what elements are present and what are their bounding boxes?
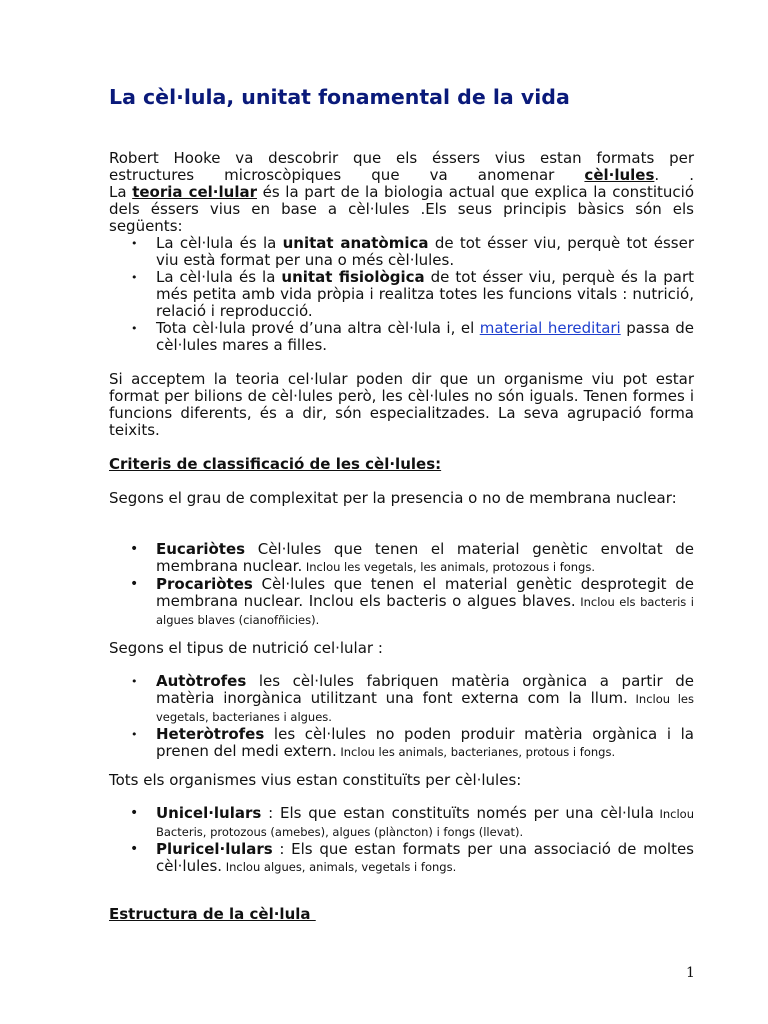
item-note: Inclou algues, animals, vegetals i fongs. <box>222 860 457 874</box>
list-item <box>109 805 694 841</box>
principle-text-end: de tot ésser viu, perquè tot ésser viu està format per una o més cèl·lules. <box>156 234 694 269</box>
intro-line-1: Robert Hooke va descobrir que els éssers vius estan formats per <box>109 149 694 167</box>
list-item <box>109 320 694 354</box>
principle-term: unitat fisiològica <box>281 268 425 286</box>
bullet-icon: • <box>131 237 138 250</box>
item-note: Inclou Bacteris, protozous (amebes), algues (plàncton) i fongs (llevat). <box>156 807 694 839</box>
item-text: les cèl·lules fabriquen matèria orgànica a partir de matèria inorgànica utilitzant una font externa com la llum. <box>156 672 694 707</box>
hereditary-material-link[interactable]: material hereditari <box>479 319 621 337</box>
item-term: Heteròtrofes <box>156 725 265 743</box>
list-item <box>109 726 694 761</box>
structure-heading: Estructura de la cèl·lula <box>109 905 316 923</box>
bullet-icon: • <box>130 541 139 557</box>
list-item <box>109 541 694 576</box>
principle-text: Tota cèl·lula prové d’una altra cèl·lula i, el <box>156 319 480 337</box>
principle-text-end: de tot ésser viu, perquè és la part més petita amb vida pròpia i realitza totes les funcions vitals : nutrició, relació i reproducció. <box>156 268 694 320</box>
item-text: Cèl·lules que tenen el material genètic desprotegit de membrana nuclear. Inclou els bacteris o algues blaves. <box>156 575 694 610</box>
theory-term: teoria cel·lular <box>132 183 257 201</box>
list-item <box>109 269 694 320</box>
item-term: Procariòtes <box>156 575 253 593</box>
nutrition-paragraph: Segons el tipus de nutrició cel·lular : <box>109 639 383 657</box>
intro-paragraph <box>109 150 694 235</box>
page-number: 1 <box>686 965 695 981</box>
item-note: Inclou els bacteris i algues blaves (cianofñicies). <box>156 595 694 627</box>
cells-term: cèl·lules <box>584 166 655 184</box>
principle-term: unitat anatòmica <box>282 234 429 252</box>
bullet-icon: • <box>131 728 138 741</box>
principle-text: La cèl·lula és la <box>156 234 283 252</box>
item-text: : Els que estan formats per una associació de moltes cèl·lules. <box>156 840 694 875</box>
bullet-icon: • <box>131 322 138 335</box>
item-text: Cèl·lules que tenen el material genètic envoltat de membrana nuclear. <box>156 540 694 575</box>
bullet-icon: • <box>131 271 138 284</box>
principles-list <box>109 235 694 354</box>
bullet-icon: • <box>130 805 139 821</box>
complexity-list <box>109 541 694 629</box>
page-title: La cèl·lula, unitat fonamental de la vida <box>109 85 570 109</box>
item-term: Eucariòtes <box>156 540 246 558</box>
list-item <box>109 576 694 629</box>
item-text: : Els que estan constituïts només per una cèl·lula <box>261 804 654 822</box>
organisms-list <box>109 805 694 876</box>
item-term: Unicel·lulars <box>156 804 262 822</box>
item-note: Inclou les animals, bacterianes, protous i fongs. <box>336 745 616 759</box>
nutrition-list <box>109 673 694 761</box>
theory-intro: La <box>109 183 127 201</box>
complexity-paragraph: Segons el grau de complexitat per la presencia o no de membrana nuclear: <box>109 489 677 507</box>
theory-paragraph <box>109 184 694 235</box>
principle-text-end: passa de cèl·lules mares a filles. <box>156 319 694 354</box>
item-note: Inclou les vegetals, les animals, protozous i fongs. <box>302 560 596 574</box>
bullet-icon: • <box>131 675 138 688</box>
list-item <box>109 841 694 876</box>
list-item <box>109 235 694 269</box>
bullet-icon: • <box>130 841 139 857</box>
criteria-heading: Criteris de classificació de les cèl·lules: <box>109 455 442 473</box>
list-item <box>109 673 694 726</box>
bullet-icon: • <box>130 576 139 592</box>
intro-line-2-text: estructures microscòpiques que va anomenar <box>109 166 555 184</box>
item-text: les cèl·lules no poden produir matèria orgànica i la prenen del medi extern. <box>156 725 694 760</box>
item-term: Autòtrofes <box>156 672 247 690</box>
theory-consequence-paragraph: Si acceptem la teoria cel·lular poden dir que un organisme viu pot estar format per bilions de cèl·lules però, les cèl·lules no són iguals. Tenen formes i funcions diferents, és a dir, són especialitzades. La seva agrupació forma teixits. <box>109 370 694 439</box>
intro-line-2-end: . . <box>654 166 694 184</box>
item-term: Pluricel·lulars <box>156 840 273 858</box>
item-note: Inclou les vegetals, bacterianes i algues. <box>156 692 694 724</box>
principle-text: La cèl·lula és la <box>156 268 282 286</box>
intro-line-2 <box>109 167 694 184</box>
organisms-paragraph: Tots els organismes vius estan constituïts per cèl·lules: <box>109 771 522 789</box>
theory-text: és la part de la biologia actual que explica la constitució dels éssers vius en base a cèl·lules .Els seus principis bàsics són els següents: <box>109 183 694 235</box>
